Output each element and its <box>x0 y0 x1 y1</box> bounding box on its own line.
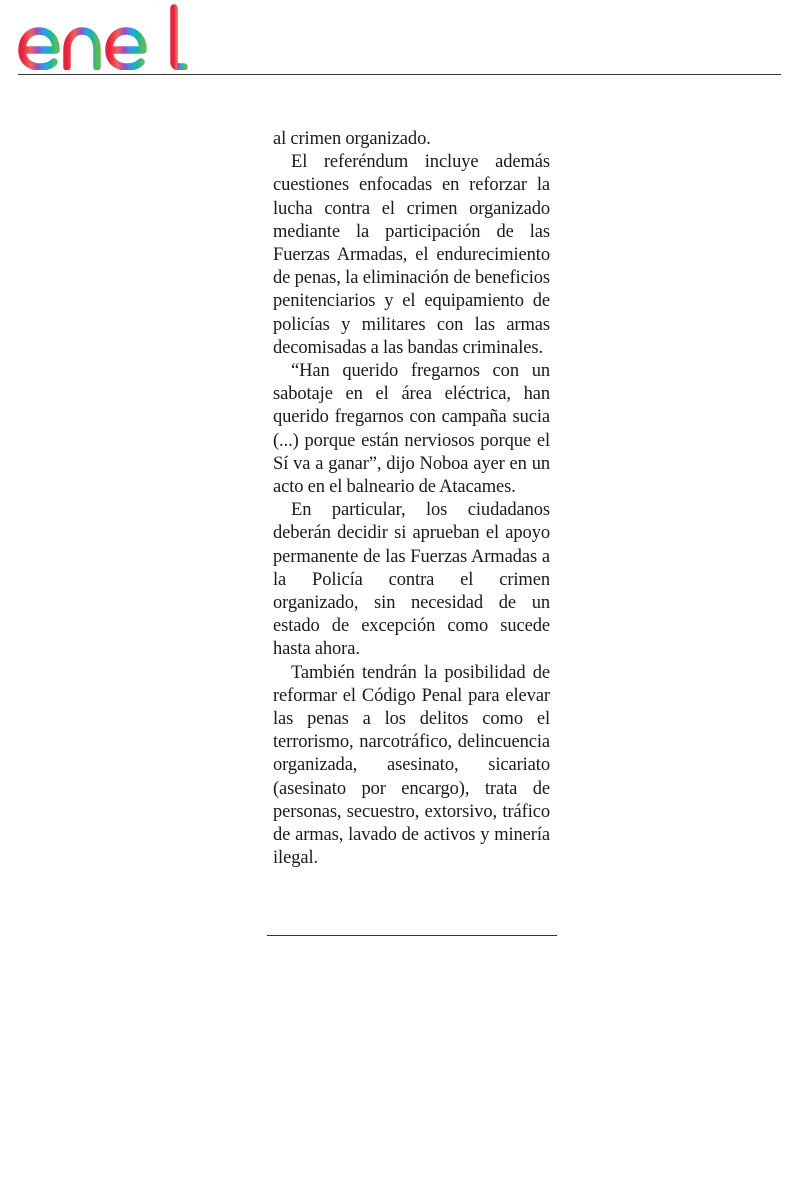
article-paragraph-4: En particular, los ciudadanos deberán decidir si aprueban el apoyo permanente de las Fuerzas Armadas a la Policía contra el crimen organizado, sin necesidad de un estado de excepción como sucede hasta ahora. <box>273 500 550 660</box>
header-divider <box>18 74 781 75</box>
article-paragraph-2: El referéndum incluye además cuestiones enfocadas en reforzar la lucha contra el crimen organizado mediante la participación de las Fuerzas Armadas, el endurecimiento de penas, la eliminación de beneficios penitenciarios y el equipamiento de policías y militares con las armas decomisadas a las bandas criminales. <box>273 152 550 358</box>
article-paragraph-3: “Han querido fregarnos con un sabotaje en el área eléctrica, han querido fregarnos con campaña sucia (...) porque están nerviosos porque el Sí va a ganar”, dijo Noboa ayer en un acto en el balneario de Atacames. <box>273 361 550 498</box>
article-paragraph-1: al crimen organizado. <box>273 129 431 149</box>
enel-logo <box>18 4 198 70</box>
article-body <box>273 128 550 871</box>
page-header <box>0 0 800 76</box>
article-end-divider <box>267 935 557 936</box>
article-paragraph-5: También tendrán la posibilidad de reformar el Código Penal para elevar las penas a los delitos como el terrorismo, narcotráfico, delincuencia organizada, asesinato, sicariato (asesinato por encargo), trata de personas, secuestro, extorsivo, tráfico de armas, lavado de activos y minería ilegal. <box>273 662 550 869</box>
